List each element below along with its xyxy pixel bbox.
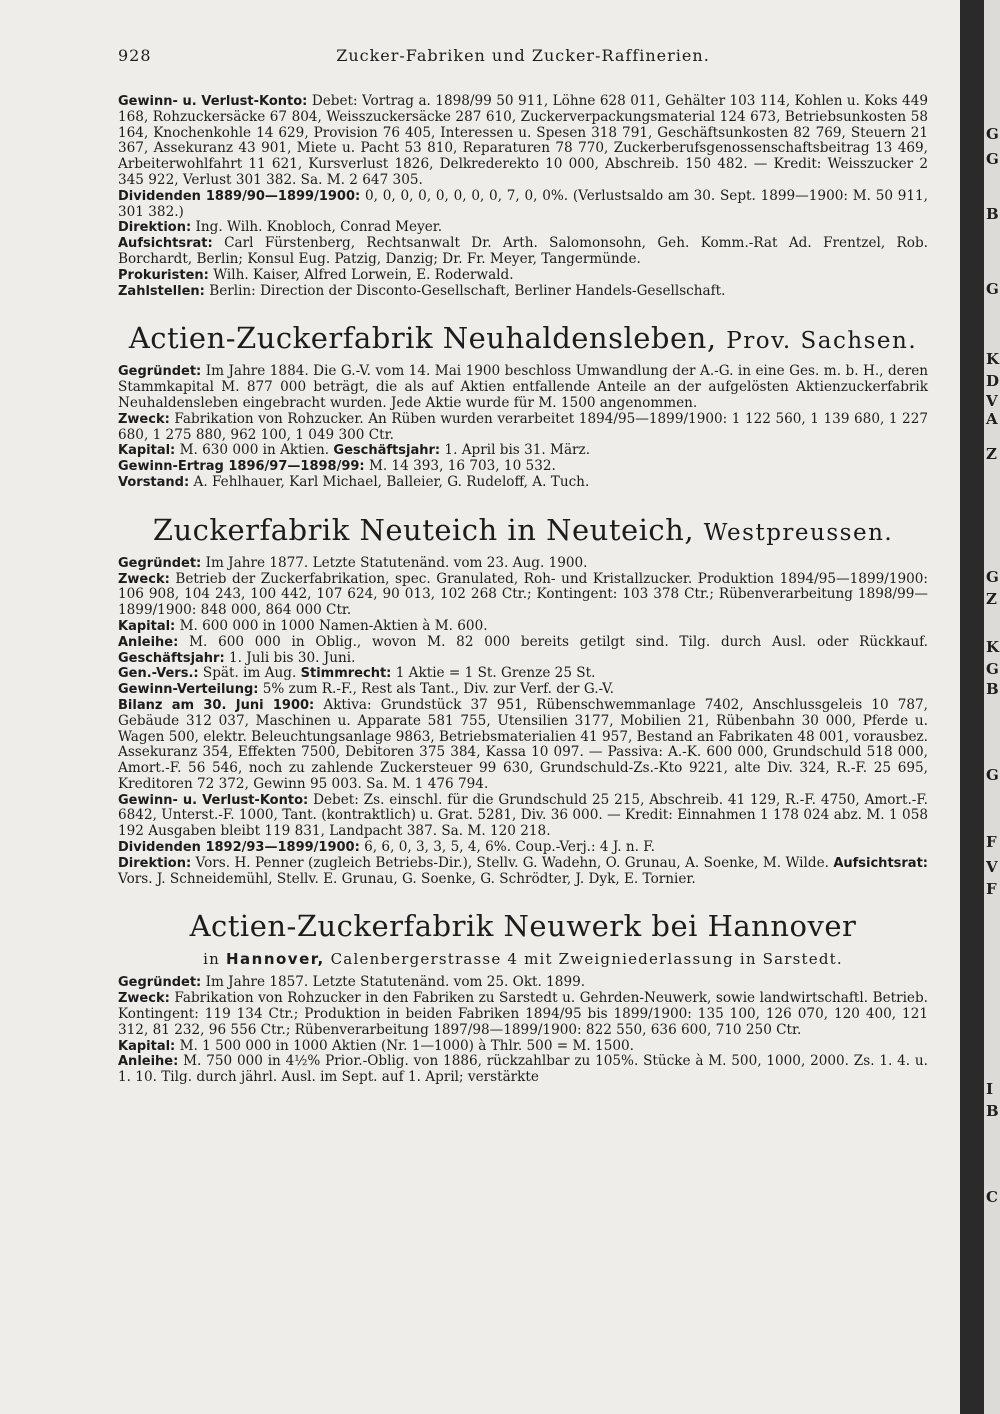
entry-paragraph	[118, 1039, 928, 1055]
entry-paragraph	[118, 475, 928, 491]
entry-text: 1 Aktie = 1 St. Grenze 25 St.	[395, 665, 596, 682]
entry-label: Gegründet:	[118, 364, 202, 380]
entry-label: Gegründet:	[118, 555, 202, 571]
entry-label: Gewinn-Verteilung:	[118, 682, 259, 698]
entry-label: Direktion:	[118, 855, 192, 871]
entry-text: Debet: Vortrag a. 1898/99 50 911, Löhne 628 011, Gehälter 103 114, Kohlen u. Koks 449 168, Rohzuckersäcke 67 804, Weisszuckersäcke 287 610, Zuckerverpackungsmaterial 124 673, Betriebsunkosten 58 164, Knochenkohle 14 629, Provision 76 405, Interessen u. Spesen 318 791, Geschäftsunkosten 82 769, Steuern 21 367, Assekuranz 43 901, Miete u. Pacht 53 810, Reparaturen 78 770, Zuckerberufsgenossenschaftsbeitrag 13 469, Arbeiterwohlfahrt 11 621, Kursverlust 1826, Delkrederekto 10 000, Abschreib. 150 482. — Kredit: Weisszucker 2 345 922, Verlust 301 382. Sa. M. 2 647 305.	[118, 93, 928, 188]
entry-text: Spät. im Aug.	[202, 665, 297, 682]
edge-letter: D	[986, 372, 1000, 390]
page-number: 928	[118, 46, 152, 65]
company-title	[118, 321, 928, 358]
company-name: Zuckerfabrik Neuteich in Neuteich,	[152, 512, 695, 547]
company-address	[118, 949, 928, 969]
entry-text: Fabrikation von Rohzucker. An Rüben wurden verarbeitet 1894/95—1899/1900: 1 122 560, 1 139 680, 1 227 680, 1 275 880, 962 100, 1 049 300 Ctr.	[118, 410, 928, 443]
edge-letter: G	[986, 280, 999, 298]
entry-label: Gen.-Vers.:	[118, 666, 199, 682]
company-name: Actien-Zuckerfabrik Neuwerk bei Hannover	[189, 909, 857, 944]
entry-paragraph	[118, 220, 928, 236]
edge-letter: B	[986, 1102, 999, 1120]
entry-label: Kapital:	[118, 618, 176, 634]
entry-paragraph	[118, 975, 928, 991]
entry-text: Fabrikation von Rohzucker in den Fabriken zu Sarstedt u. Gehrden-Neuwerk, sowie landwirtschaftl. Betrieb. Kontingent: 119 134 Ctr.; Produktion in beiden Fabriken 1894/95 bis 1899/1900: 135 100, 126 070, 120 400, 121 312, 81 232, 96 556 Ctr.; Rübenverarbeitung 1897/98—1899/1900: 822 550, 636 600, 710 250 Ctr.	[118, 990, 928, 1038]
entry-label: Kapital:	[118, 443, 176, 459]
entry-paragraph	[118, 364, 928, 411]
edge-letter: I	[986, 1080, 994, 1098]
entry-paragraph	[118, 572, 928, 619]
entry-text: Debet: Zs. einschl. für die Grundschuld 25 215, Abschreib. 41 129, R.-F. 4750, Amort.-F. 6842, Unterst.-F. 1000, Tant. (kontraktlich) u. Grat. 5281, Div. 36 000. — Kredit: Einnahmen 1 178 024 abz. M. 1 058 192 Ausgaben bleibt 119 831, Landpacht 387. Sa. M. 120 218.	[118, 791, 928, 840]
entry-text: 0, 0, 0, 0, 0, 0, 0, 0, 7, 0, 0%. (Verlustsaldo am 30. Sept. 1899—1900: M. 50 911, 301 382.)	[118, 187, 929, 220]
edge-letter: V	[986, 392, 998, 410]
edge-letter: F	[986, 880, 997, 898]
entry-text: 5% zum R.-F., Rest als Tant., Div. zur Verf. der G.-V.	[262, 681, 614, 698]
entry-paragraph	[118, 189, 928, 221]
entry-label: Bilanz am 30. Juni 1900:	[118, 697, 315, 713]
edge-letter: G	[986, 766, 999, 784]
entry-label: Zahlstellen:	[118, 283, 205, 299]
edge-letter: K	[986, 350, 1000, 368]
entry-text: A. Fehlhauer, Karl Michael, Balleier, G. Rudeloff, A. Tuch.	[193, 473, 590, 490]
entry-text: M. 750 000 in 4½% Prior.-Oblig. von 1886, rückzahlbar zu 105%. Stücke à M. 500, 1000, 2000. Zs. 1. 4. u. 1. 10. Tilg. durch jährl. Ausl. im Sept. auf 1. April; verstärkte	[118, 1053, 928, 1086]
entry-text: 6, 6, 0, 3, 3, 5, 4, 6%. Coup.-Verj.: 4 J. n. F.	[364, 839, 655, 856]
entry-paragraph	[118, 284, 928, 300]
entry-label: Vorstand:	[118, 474, 190, 490]
entry-paragraph	[118, 666, 928, 682]
entry-label: Zweck:	[118, 571, 170, 587]
entry-paragraph	[118, 459, 928, 475]
entry-label: Dividenden 1889/90—1899/1900:	[118, 188, 361, 204]
entry-label: Stimmrecht:	[300, 666, 392, 682]
edge-letter: A	[986, 410, 998, 428]
entry-text: Wilh. Kaiser, Alfred Lorwein, E. Roderwald.	[213, 266, 514, 283]
entry-text: M. 14 393, 16 703, 10 532.	[368, 458, 556, 475]
entry-text: Carl Fürstenberg, Rechtsanwalt Dr. Arth. Salomonsohn, Geh. Komm.-Rat Ad. Frentzel, Rob. Borchardt, Berlin; Konsul Eug. Patzig, Danzig; Dr. Fr. Meyer, Tangermünde.	[118, 235, 929, 267]
entry-text: M. 600 000 in 1000 Namen-Aktien à M. 600.	[179, 617, 488, 634]
address-rest: Calenbergerstrasse 4 mit Zweigniederlassung in Sarstedt.	[330, 950, 843, 969]
edge-letter: G	[986, 150, 999, 168]
entry-text: M. 1 500 000 in 1000 Aktien (Nr. 1—1000) à Thlr. 500 = M. 1500.	[179, 1037, 634, 1054]
edge-letter: C	[986, 1188, 998, 1206]
company-title	[118, 909, 928, 943]
company-title	[118, 513, 928, 550]
edge-letter: F	[986, 833, 997, 851]
edge-letter: Z	[986, 590, 997, 608]
entry-text: Im Jahre 1877. Letzte Statutenänd. vom 23. Aug. 1900.	[205, 554, 588, 571]
entry-paragraph	[118, 698, 928, 793]
address-prefix: in	[203, 950, 220, 969]
entry-label: Anleihe:	[118, 634, 179, 650]
entry-text: M. 630 000 in Aktien.	[179, 442, 330, 459]
entry-text: Im Jahre 1857. Letzte Statutenänd. vom 25. Okt. 1899.	[205, 974, 586, 991]
running-title: Zucker-Fabriken und Zucker-Raffinerien.	[336, 46, 710, 65]
entry-label: Anleihe:	[118, 1054, 179, 1070]
entry-paragraph	[118, 840, 928, 856]
entry-paragraph	[118, 635, 928, 667]
entry-label: Kapital:	[118, 1038, 176, 1054]
edge-letter: V	[986, 858, 998, 876]
entry-paragraph	[118, 556, 928, 572]
company-location: Prov. Sachsen.	[726, 328, 918, 355]
edge-letter: G	[986, 568, 999, 586]
adjacent-page-edge	[984, 0, 1000, 1414]
entry-paragraph	[118, 682, 928, 698]
edge-letter: K	[986, 638, 1000, 656]
entry-text: Vors. H. Penner (zugleich Betriebs-Dir.), Stellv. G. Wadehn, O. Grunau, A. Soenke, M. Wilde.	[195, 854, 829, 871]
entry-text: 1. April bis 31. März.	[444, 442, 591, 459]
company-location: Westpreussen.	[703, 519, 894, 546]
entry-label: Geschäftsjahr:	[118, 650, 225, 666]
entry-paragraph	[118, 412, 928, 444]
entry-text: 1. Juli bis 30. Juni.	[229, 649, 356, 666]
company-name: Actien-Zuckerfabrik Neuhaldensleben,	[128, 321, 717, 356]
entry-label: Aufsichtsrat:	[118, 236, 213, 252]
entry-text: M. 600 000 in Oblig., wovon M. 82 000 bereits getilgt sind. Tilg. durch Ausl. oder Rückkauf.	[189, 633, 928, 650]
entry-paragraph	[118, 268, 928, 284]
entry-paragraph	[118, 1054, 928, 1086]
edge-letter: B	[986, 680, 999, 698]
address-city: Hannover,	[225, 950, 325, 969]
entry-label: Prokuristen:	[118, 267, 209, 283]
entry-label: Gewinn- u. Verlust-Konto:	[118, 792, 309, 808]
edge-letter: G	[986, 125, 999, 143]
edge-letter: G	[986, 660, 999, 678]
entry-text: Vors. J. Schneidemühl, Stellv. E. Grunau, G. Soenke, G. Schrödter, J. Dyk, E. Tornier.	[118, 870, 696, 887]
entry-paragraph	[118, 236, 928, 268]
entry-label: Zweck:	[118, 991, 170, 1007]
entry-label: Dividenden 1892/93—1899/1900:	[118, 840, 360, 856]
entry-paragraph	[118, 856, 928, 888]
entry-label: Direktion:	[118, 220, 192, 236]
entry-paragraph	[118, 443, 928, 459]
entry-paragraph	[118, 991, 928, 1038]
entry-label: Gewinn-Ertrag 1896/97—1898/99:	[118, 459, 365, 475]
entry-text: Berlin: Direction der Disconto-Gesellschaft, Berliner Handels-Gesellschaft.	[209, 282, 726, 299]
entry-text: Aktiva: Grundstück 37 951, Rübenschwemmanlage 7402, Anschlussgeleis 10 787, Gebäude 312 037, Maschinen u. Apparate 581 755, Utensilien 3177, Mobilien 21, Rübenbahn 30 000, Pferde u. Wagen 500, elektr. Beleuchtungsanlage 9863, Betriebsmaterialien 41 957, Bestand an Fabrikaten 48 001, vorausbez. Assekuranz 354, Effekten 7500, Debitoren 375 384, Kassa 10 097. — Passiva: A.-K. 600 000, Grundschuld 518 000, Amort.-F. 56 546, noch zu zahlende Zuckersteuer 99 630, Grundschuld-Zs.-Kto 9221, alte Div. 324, R.-F. 25 695, Kreditoren 72 372, Gewinn 95 003. Sa. M. 1 476 794.	[118, 696, 928, 792]
page-header	[118, 46, 928, 68]
edge-letter: Z	[986, 445, 997, 463]
entry-label: Zweck:	[118, 411, 170, 427]
entry-paragraph	[118, 94, 928, 189]
entry-text: Im Jahre 1884. Die G.-V. vom 14. Mai 1900 beschloss Umwandlung der A.-G. in eine Ges. m. b. H., deren Stammkapital M. 877 000 beträgt, die als auf Aktien entfallende Anteile an der aufgelösten Aktienzuckerfabrik Neuhaldensleben eingebracht wurden. Jede Aktie wurde für M. 1500 angenommen.	[118, 363, 928, 411]
entry-label: Aufsichtsrat:	[833, 855, 928, 871]
entry-label: Geschäftsjahr:	[333, 443, 441, 459]
entry-paragraph	[118, 793, 928, 840]
edge-letter: B	[986, 205, 999, 223]
entry-text: Ing. Wilh. Knobloch, Conrad Meyer.	[195, 219, 443, 236]
entry-paragraph	[118, 619, 928, 635]
entry-label: Gegründet:	[118, 975, 202, 991]
page-body	[118, 94, 928, 1086]
entry-text: Betrieb der Zuckerfabrikation, spec. Granulated, Roh- und Kristallzucker. Produktion 1894/95—1899/1900: 106 908, 104 243, 100 442, 107 624, 90 013, 102 268 Ctr.; Kontingent: 103 378 Ctr.; Rübenverarbeitung 1898/99—1899/1900: 848 000, 864 000 Ctr.	[118, 570, 928, 619]
entry-label: Gewinn- u. Verlust-Konto:	[118, 94, 308, 109]
